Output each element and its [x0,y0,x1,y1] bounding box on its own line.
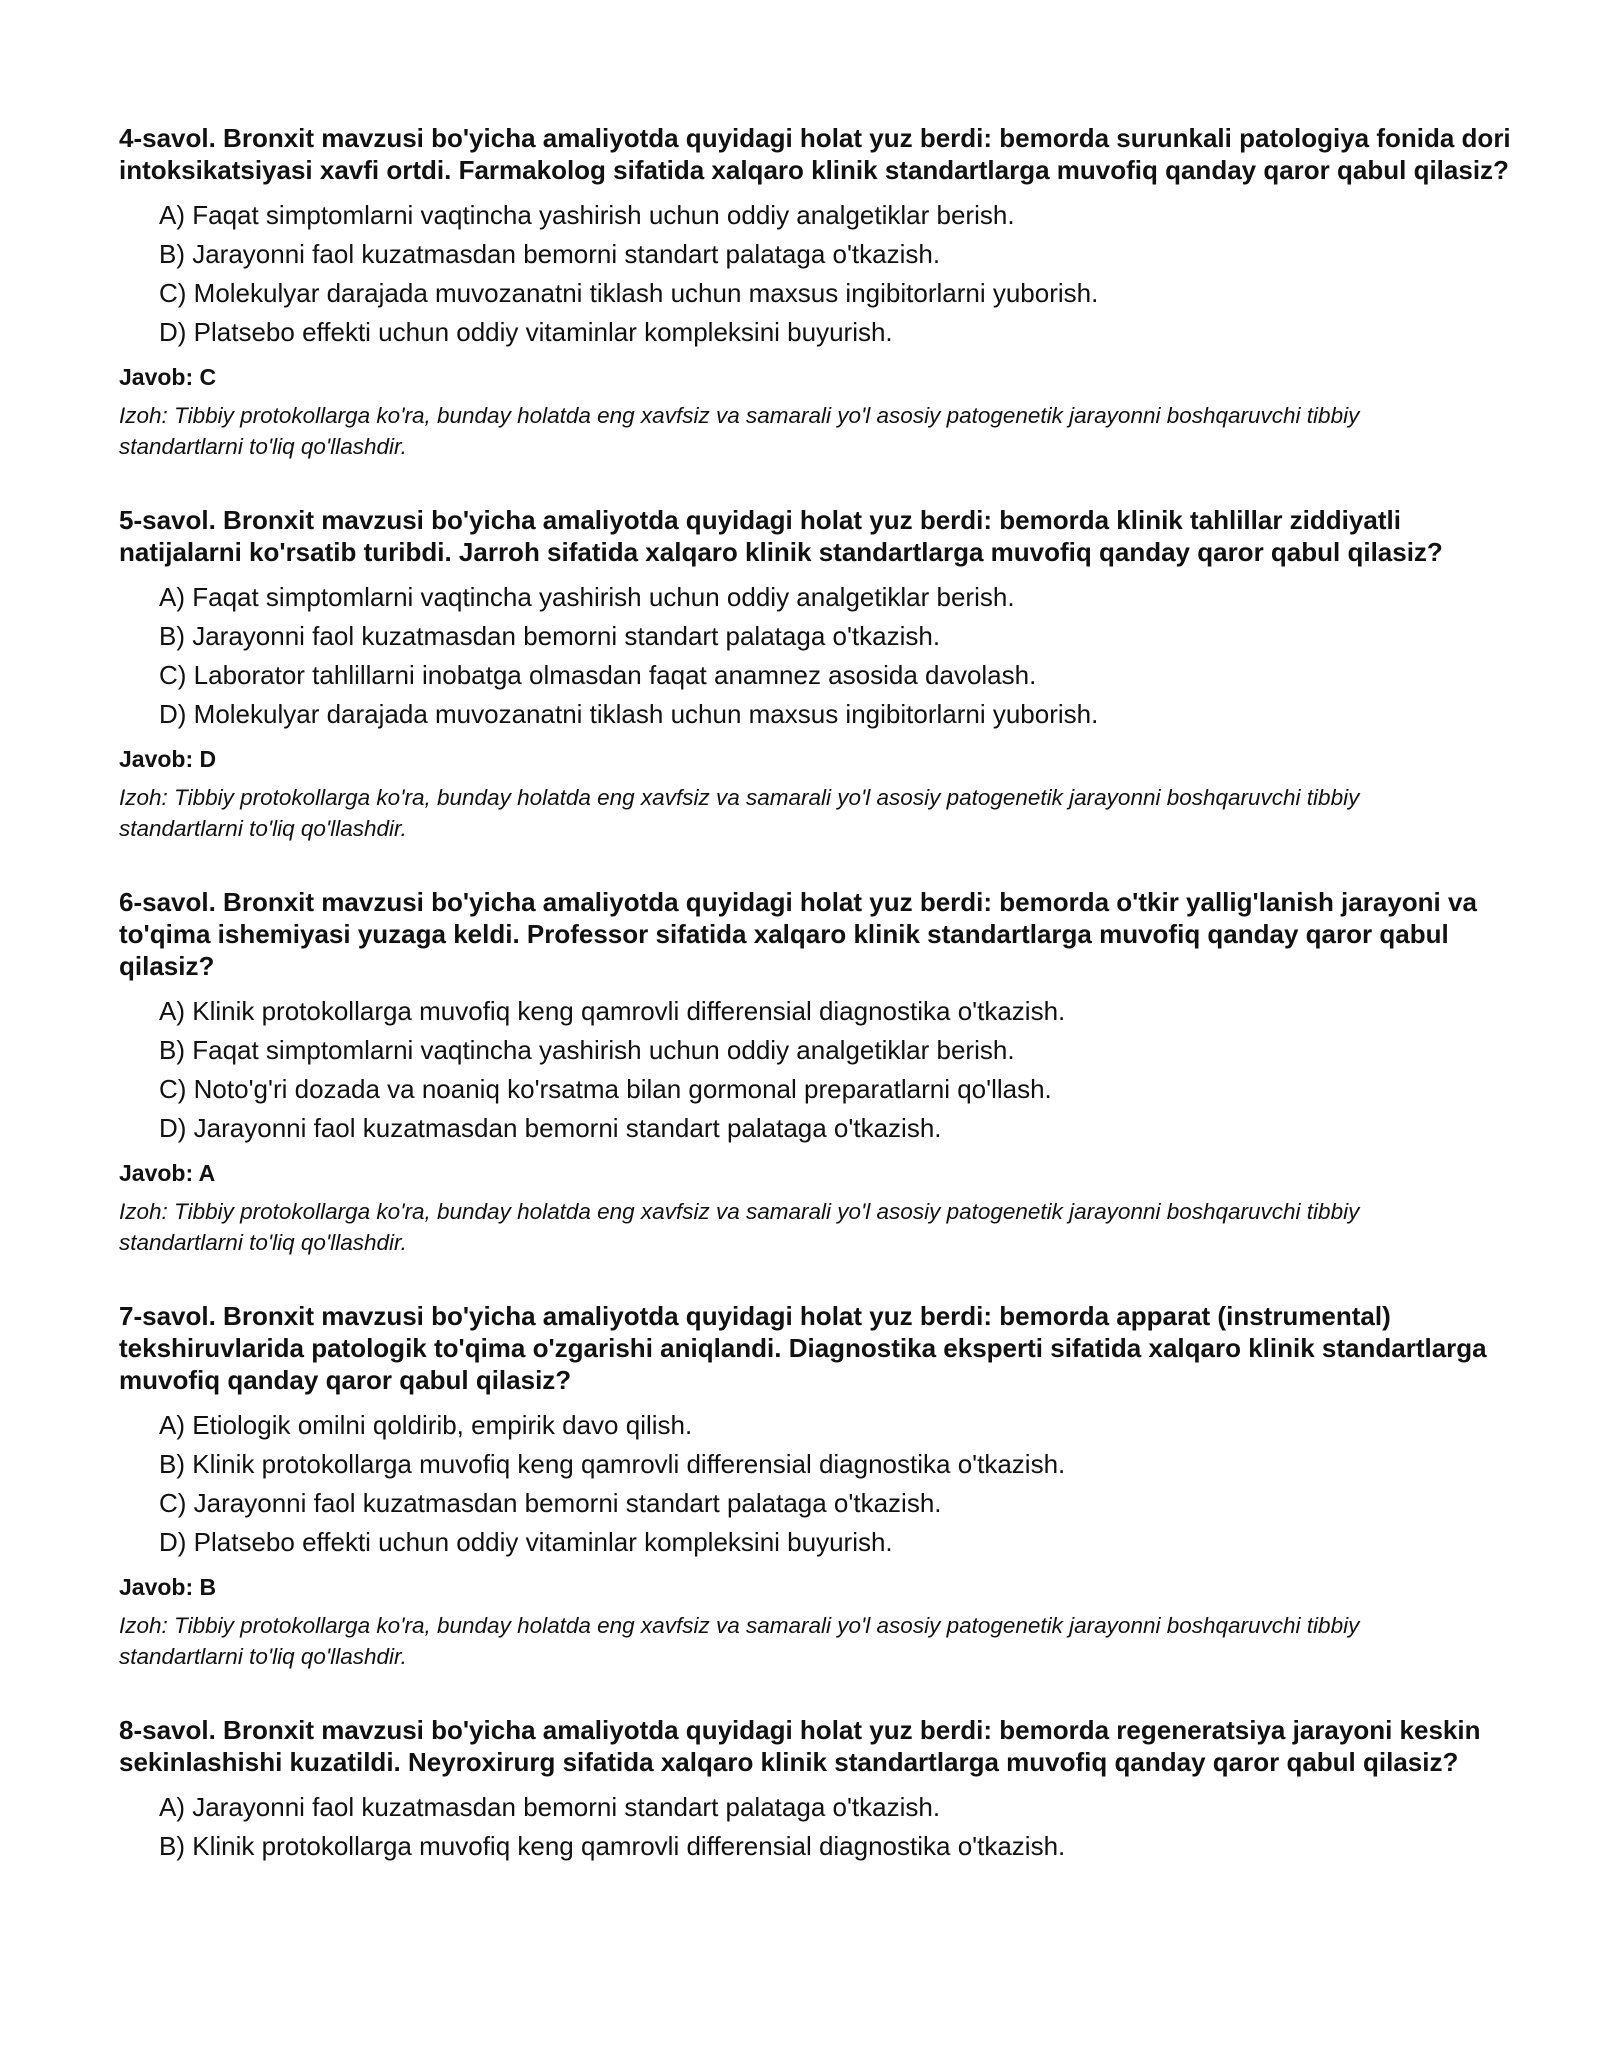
option-c: C) Molekulyar darajada muvozanatni tiklash uchun maxsus ingibitorlarni yuborish. [159,278,1099,308]
option-a: A) Jarayonni faol kuzatmasdan bemorni standart palataga o'tkazish. [159,1792,941,1822]
explanation-note: Izoh: Tibbiy protokollarga ko'ra, bunday holatda eng xavfsiz va samarali yo'l asosiy patogenetik jarayonni boshqaruvchi tibbiy standartlarni to'liq qo'llashdir. [119,403,1360,459]
question-title: 8-savol. Bronxit mavzusi bo'yicha amaliyotda quyidagi holat yuz berdi: bemorda regeneratsiya jarayoni keskin sekinlashishi kuzatildi. Neyroxirurg sifatida xalqaro klinik standartlarga muvofiq qanday qaror qabul qilasiz? [119,1715,1481,1777]
answer-label: Javob: D [119,746,217,772]
explanation-note: Izoh: Tibbiy protokollarga ko'ra, bunday holatda eng xavfsiz va samarali yo'l asosiy patogenetik jarayonni boshqaruvchi tibbiy standartlarni to'liq qo'llashdir. [119,1199,1360,1255]
question-8 [119,1714,1520,1866]
option-list [119,1406,1520,1562]
option-d: D) Platsebo effekti uchun oddiy vitaminlar kompleksini buyurish. [159,317,893,347]
option-d: D) Jarayonni faol kuzatmasdan bemorni standart palataga o'tkazish. [159,1113,942,1143]
answer-label: Javob: C [119,364,217,390]
option-list [119,1788,1520,1866]
question-title: 7-savol. Bronxit mavzusi bo'yicha amaliyotda quyidagi holat yuz berdi: bemorda apparat (instrumental) tekshiruvlarida patologik to'qima o'zgarishi aniqlandi. Diagnostika eksperti sifatida xalqaro klinik standartlarga muvofiq qanday qaror qabul qilasiz? [119,1301,1487,1395]
option-a: A) Etiologik omilni qoldirib, empirik davo qilish. [159,1410,693,1440]
option-c: C) Noto'g'ri dozada va noaniq ko'rsatma bilan gormonal preparatlarni qo'llash. [159,1074,1052,1104]
question-title: 4-savol. Bronxit mavzusi bo'yicha amaliyotda quyidagi holat yuz berdi: bemorda surunkali patologiya fonida dori intoksikatsiyasi xavfi ortdi. Farmakolog sifatida xalqaro klinik standartlarga muvofiq qanday qaror qabul qilasiz? [119,123,1511,185]
answer-label: Javob: B [119,1574,217,1600]
option-c: C) Laborator tahlillarni inobatga olmasdan faqat anamnez asosida davolash. [159,660,1037,690]
option-d: D) Platsebo effekti uchun oddiy vitaminlar kompleksini buyurish. [159,1527,893,1557]
option-b: B) Faqat simptomlarni vaqtincha yashirish uchun oddiy analgetiklar berish. [159,1035,1015,1065]
question-title: 5-savol. Bronxit mavzusi bo'yicha amaliyotda quyidagi holat yuz berdi: bemorda klinik tahlillar ziddiyatli natijalarni ko'rsatib turibdi. Jarroh sifatida xalqaro klinik standartlarga muvofiq qanday qaror qabul qilasiz? [119,505,1443,567]
option-c: C) Jarayonni faol kuzatmasdan bemorni standart palataga o'tkazish. [159,1488,942,1518]
option-list [119,578,1520,734]
option-b: B) Klinik protokollarga muvofiq keng qamrovli differensial diagnostika o'tkazish. [159,1831,1066,1861]
explanation-note: Izoh: Tibbiy protokollarga ko'ra, bunday holatda eng xavfsiz va samarali yo'l asosiy patogenetik jarayonni boshqaruvchi tibbiy standartlarni to'liq qo'llashdir. [119,1613,1360,1669]
option-a: A) Faqat simptomlarni vaqtincha yashirish uchun oddiy analgetiklar berish. [159,582,1015,612]
option-a: A) Faqat simptomlarni vaqtincha yashirish uchun oddiy analgetiklar berish. [159,200,1015,230]
option-list [119,196,1520,352]
explanation-note: Izoh: Tibbiy protokollarga ko'ra, bunday holatda eng xavfsiz va samarali yo'l asosiy patogenetik jarayonni boshqaruvchi tibbiy standartlarni to'liq qo'llashdir. [119,785,1360,841]
option-b: B) Jarayonni faol kuzatmasdan bemorni standart palataga o'tkazish. [159,239,941,269]
option-list [119,992,1520,1148]
question-7 [119,1300,1520,1672]
question-6 [119,886,1520,1258]
option-d: D) Molekulyar darajada muvozanatni tiklash uchun maxsus ingibitorlarni yuborish. [159,699,1099,729]
option-a: A) Klinik protokollarga muvofiq keng qamrovli differensial diagnostika o'tkazish. [159,996,1066,1026]
answer-label: Javob: A [119,1160,216,1186]
question-4 [119,122,1520,462]
option-b: B) Jarayonni faol kuzatmasdan bemorni standart palataga o'tkazish. [159,621,941,651]
option-b: B) Klinik protokollarga muvofiq keng qamrovli differensial diagnostika o'tkazish. [159,1449,1066,1479]
question-title: 6-savol. Bronxit mavzusi bo'yicha amaliyotda quyidagi holat yuz berdi: bemorda o'tkir yallig'lanish jarayoni va to'qima ishemiyasi yuzaga keldi. Professor sifatida xalqaro klinik standartlarga muvofiq qanday qaror qabul qilasiz? [119,887,1477,981]
question-5 [119,504,1520,844]
